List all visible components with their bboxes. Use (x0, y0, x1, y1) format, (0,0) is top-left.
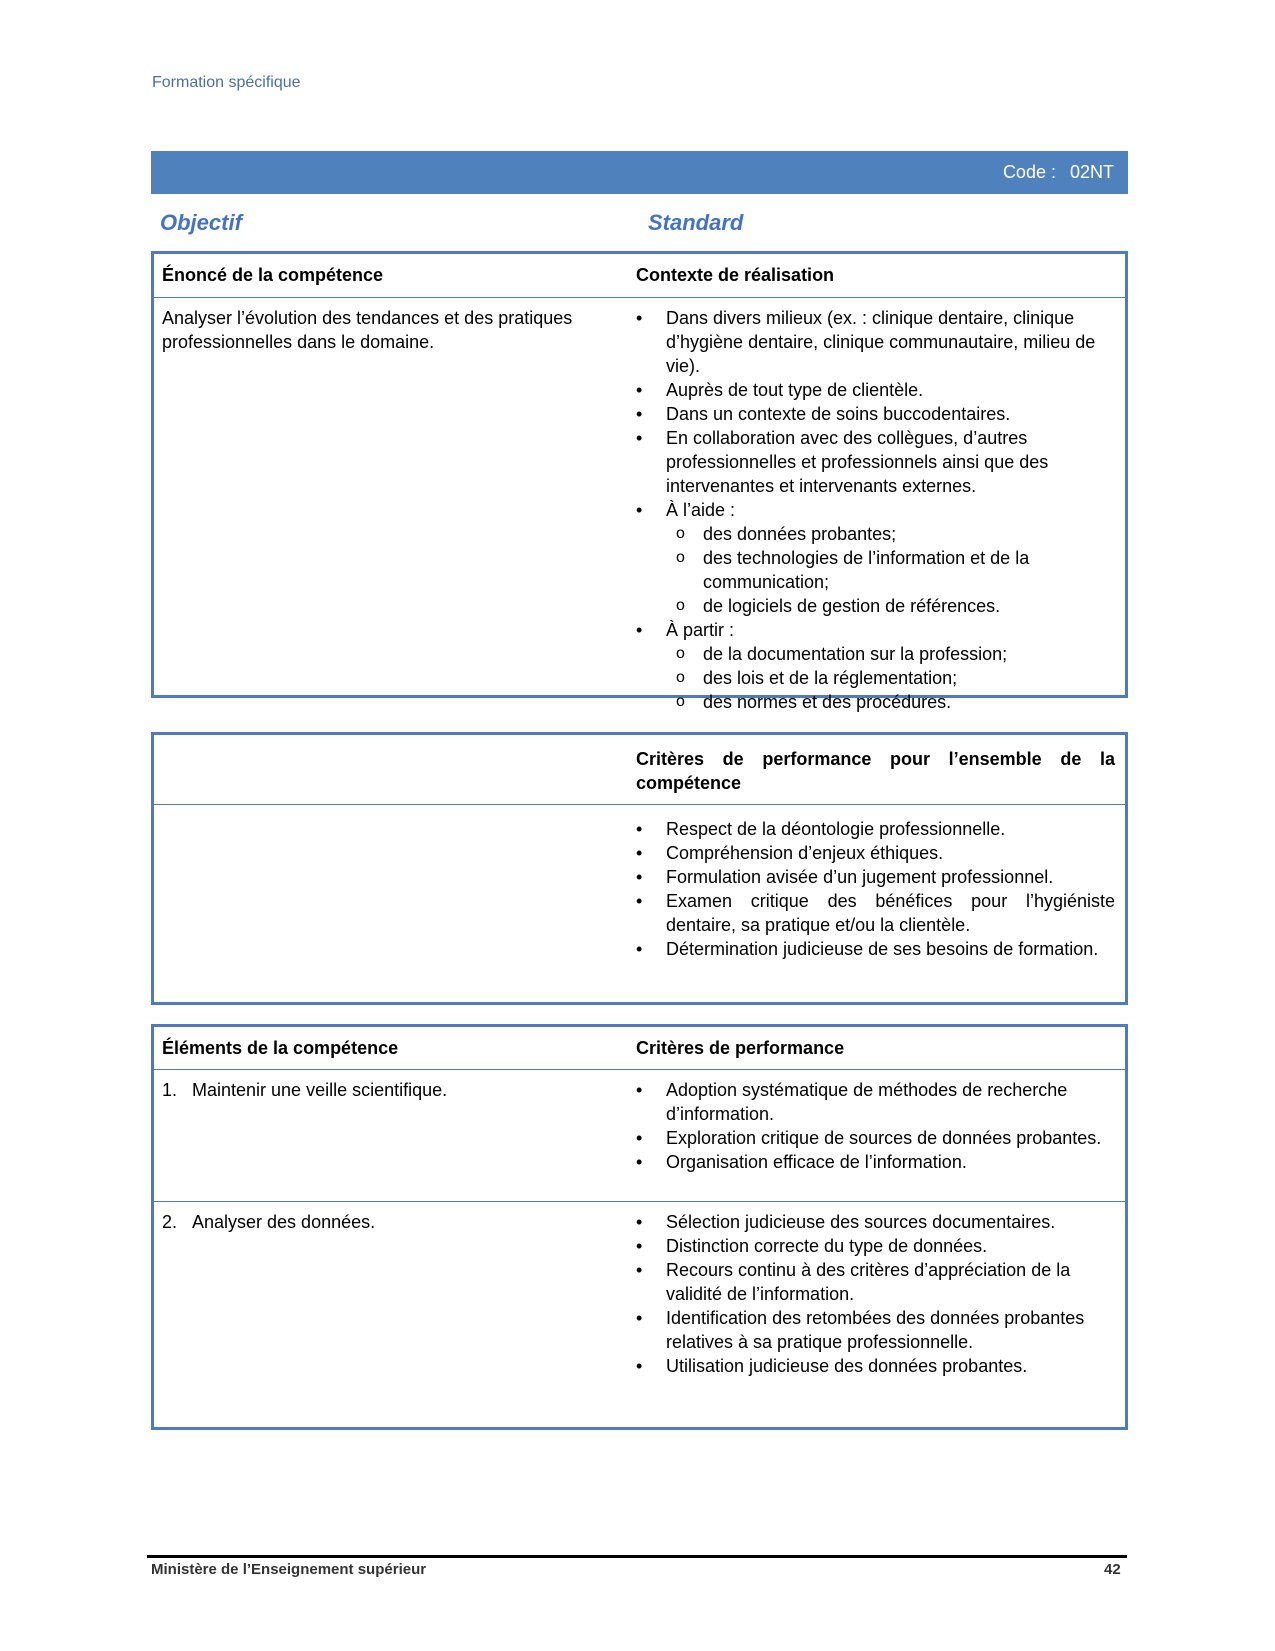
element-1 (154, 1078, 636, 1201)
list-item: • Formulation avisée d’un jugement professionnel. (636, 865, 1115, 889)
performance-criteria-header: Critères de performance (636, 1037, 845, 1058)
element-number: 1. (162, 1080, 178, 1100)
list-item (636, 498, 1115, 618)
context-list (636, 306, 1125, 714)
table-row (154, 1201, 1125, 1378)
overall-criteria-list (636, 817, 1125, 961)
overall-criteria-header: Critères de performance pour l’ensemble de la compétence (636, 749, 1115, 793)
competency-elements-table (151, 1024, 1128, 1430)
code-bar (151, 151, 1128, 194)
list-item: • Adoption systématique de méthodes de recherche d’information. (636, 1078, 1115, 1126)
standard-heading: Standard (648, 210, 744, 235)
list-item: • En collaboration avec des collègues, d’autres professionnelles et professionnels ainsi que des intervenantes et intervenants externes. (636, 426, 1115, 498)
table-header-row (154, 735, 1125, 805)
code-label: Code : (1002, 162, 1056, 182)
list-item: • Dans divers milieux (ex. : clinique dentaire, clinique d’hygiène dentaire, clinique communautaire, milieu de vie). (636, 306, 1115, 378)
list-item: • Compréhension d’enjeux éthiques. (636, 841, 1115, 865)
list-item: • Auprès de tout type de clientèle. (636, 378, 1115, 402)
list-item-label: À partir : (666, 620, 735, 640)
sub-list-item: o des lois et de la réglementation; (666, 666, 1115, 690)
element-number: 2. (162, 1212, 178, 1232)
code-value: 02NT (1069, 162, 1114, 182)
list-item: • Recours continu à des critères d’appréciation de la validité de l’information. (636, 1258, 1115, 1306)
context-header: Contexte de réalisation (636, 265, 835, 285)
list-item: • Dans un contexte de soins buccodentaires. (636, 402, 1115, 426)
table-header-row (154, 254, 1125, 298)
overall-criteria-table (151, 732, 1128, 1005)
list-item-label: À l’aide : (666, 500, 736, 520)
table-row (154, 298, 1125, 714)
list-item: • Examen critique des bénéfices pour l’hygiéniste dentaire, sa pratique et/ou la clientèle. (636, 889, 1115, 937)
empty-cell (154, 747, 636, 804)
list-item: • Utilisation judicieuse des données probantes. (636, 1354, 1115, 1378)
element-1-criteria (636, 1078, 1125, 1201)
list-item: • Exploration critique de sources de données probantes. (636, 1126, 1115, 1150)
sub-list-item: o des technologies de l’information et de la communication; (666, 546, 1115, 594)
footer-ministry: Ministère de l’Enseignement supérieur (151, 1561, 427, 1578)
elements-header: Éléments de la compétence (162, 1037, 399, 1058)
list-item: • Sélection judicieuse des sources documentaires. (636, 1210, 1115, 1234)
sub-list-item: o de logiciels de gestion de références. (666, 594, 1115, 618)
table-header-row (154, 1027, 1125, 1070)
empty-cell (154, 817, 636, 961)
objective-heading: Objectif (160, 210, 242, 235)
element-2 (154, 1210, 636, 1378)
list-item (636, 618, 1115, 714)
page-header: Formation spécifique (152, 74, 301, 91)
table-row (154, 805, 1125, 961)
element-text: Analyser des données. (192, 1212, 376, 1232)
sub-list-item: o des données probantes; (666, 522, 1115, 546)
sub-list-item: o des normes et des procédures. (666, 690, 1115, 714)
footer-divider (147, 1555, 1127, 1558)
table-row (154, 1070, 1125, 1201)
element-text: Maintenir une veille scientifique. (192, 1080, 448, 1100)
list-item: • Identification des retombées des données probantes relatives à sa pratique professionnelle. (636, 1306, 1115, 1354)
competency-statement: Analyser l’évolution des tendances et des pratiques professionnelles dans le domaine. (162, 308, 573, 352)
statement-header: Énoncé de la compétence (162, 265, 384, 285)
list-item: • Organisation efficace de l’information. (636, 1150, 1115, 1174)
element-2-criteria (636, 1210, 1125, 1378)
competency-statement-table (151, 251, 1128, 712)
list-item: • Détermination judicieuse de ses besoins de formation. (636, 937, 1115, 961)
list-item: • Respect de la déontologie professionnelle. (636, 817, 1115, 841)
page-number: 42 (1104, 1561, 1121, 1578)
sub-list-item: o de la documentation sur la profession; (666, 642, 1115, 666)
list-item: • Distinction correcte du type de données. (636, 1234, 1115, 1258)
